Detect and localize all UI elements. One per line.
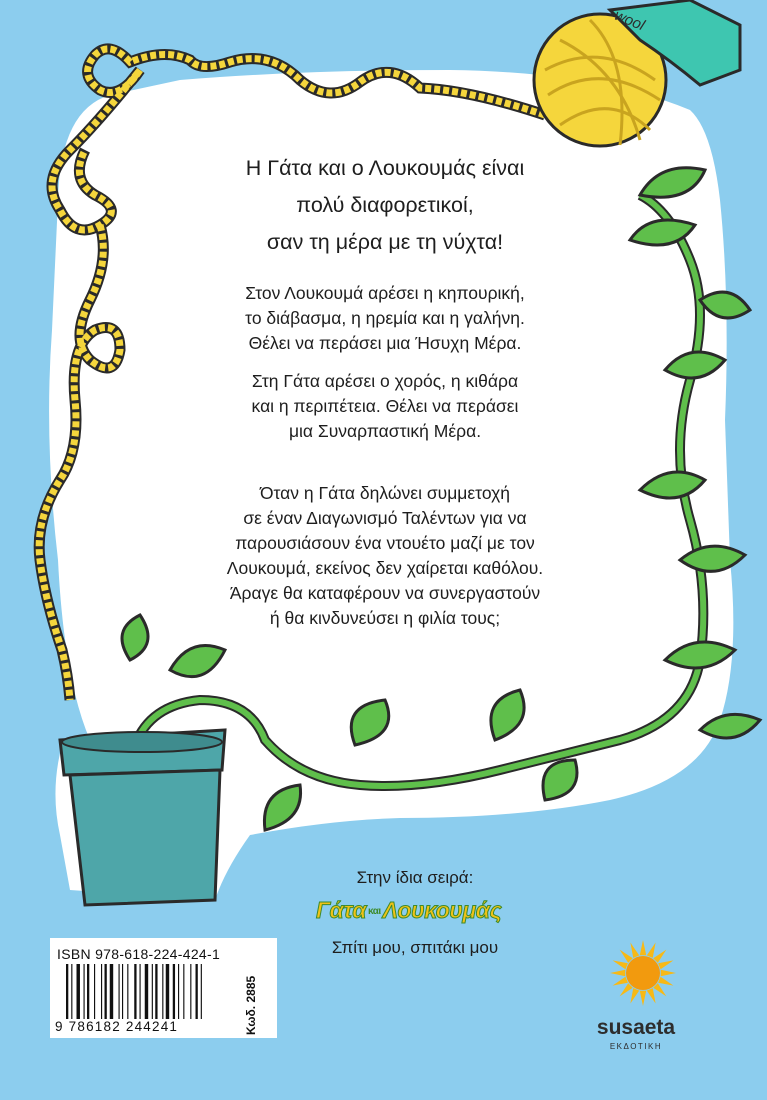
series-logo: [316, 897, 501, 924]
flower-pot: [60, 730, 225, 905]
paragraph-line: παρουσιάσουν ένα ντουέτο μαζί με τον: [235, 533, 535, 553]
isbn-number: ISBN 978-618-224-424-1: [57, 946, 221, 962]
paragraph-line: σε έναν Διαγωνισμό Ταλέντων για να: [243, 508, 527, 528]
series-logo-word: Γάτα: [316, 897, 366, 923]
publisher-name: susaeta: [596, 1016, 676, 1039]
barcode-digits: 9 786182 244241: [55, 1019, 179, 1034]
paragraph-line: Στη Γάτα αρέσει ο χορός, η κιθάρα: [251, 371, 519, 391]
tagline-line: Η Γάτα και ο Λουκουμάς είναι: [245, 156, 525, 180]
series-book-title: Σπίτι μου, σπιτάκι μου: [331, 938, 499, 957]
paragraph-talent-show: [170, 481, 600, 631]
paragraph-dance: [170, 369, 600, 444]
sun-logo-icon: [608, 935, 678, 1013]
paragraph-line: Λουκουμά, εκείνος δεν χαίρεται καθόλου.: [226, 558, 544, 578]
paragraph-line: και η περιπέτεια. Θέλει να περάσει: [251, 396, 519, 416]
wool-label: wool: [611, 6, 647, 35]
paragraph-line: Όταν η Γάτα δηλώνει συμμετοχή: [259, 483, 511, 503]
tagline-line: σαν τη μέρα με τη νύχτα!: [266, 230, 504, 254]
paragraph-line: το διάβασμα, η ηρεμία και η γαλήνη.: [245, 308, 525, 328]
paragraph-line: μια Συναρπαστική Μέρα.: [288, 421, 482, 441]
tagline-line: πολύ διαφορετικοί,: [296, 193, 474, 217]
series-label: Στην ίδια σειρά:: [356, 868, 474, 887]
product-code: Κωδ. 2885: [244, 975, 258, 1035]
tagline: [160, 150, 610, 261]
series-logo-word: Λουκουμάς: [382, 897, 502, 923]
paragraph-gardening: [170, 281, 600, 356]
series-logo-conjunction: και: [367, 906, 381, 918]
publisher-subtitle: ΕΚΔΟΤΙΚΗ: [609, 1042, 663, 1051]
paragraph-line: ή θα κινδυνεύσει η φιλία τους;: [269, 608, 501, 628]
barcode-icon: [66, 964, 238, 1019]
paragraph-line: Θέλει να περάσει μια Ήσυχη Μέρα.: [248, 333, 522, 353]
paragraph-line: Άραγε θα καταφέρουν να συνεργαστούν: [229, 583, 541, 603]
paragraph-line: Στον Λουκουμά αρέσει η κηπουρική,: [245, 283, 525, 303]
